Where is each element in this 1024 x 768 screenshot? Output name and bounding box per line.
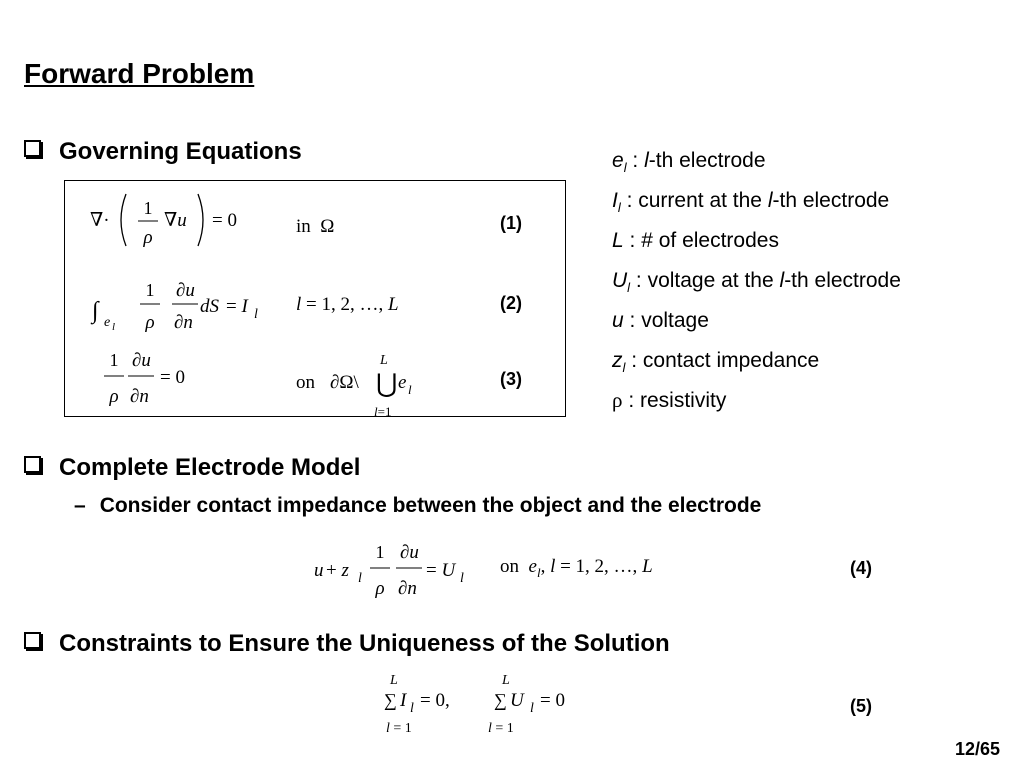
svg-text:l: l: [408, 382, 412, 397]
svg-text:∂n: ∂n: [130, 386, 149, 407]
legend-item: ρ : resistivity: [612, 388, 727, 412]
svg-text:l = 1: l = 1: [386, 721, 412, 736]
equation-5-formula: [380, 668, 590, 740]
bullet-governing: [24, 138, 302, 166]
legend-item: u : voltage: [612, 309, 709, 332]
svg-text:l=1: l=1: [374, 404, 392, 419]
legend-item: $e_l$ : l-th electrode: [612, 149, 766, 176]
dash-icon: –: [74, 494, 86, 517]
svg-text:l: l: [358, 571, 362, 586]
svg-text:∂n: ∂n: [174, 312, 193, 333]
svg-text:= U: = U: [426, 560, 456, 581]
svg-text:= 0: = 0: [212, 210, 237, 231]
equation-4-condition: on $e_l$, l = 1, 2, …, L: [500, 556, 653, 580]
svg-text:1: 1: [145, 280, 155, 300]
svg-text:u: u: [314, 560, 324, 581]
svg-text:∇·: ∇·: [90, 210, 110, 231]
svg-text:l: l: [460, 571, 464, 586]
svg-text:∂u: ∂u: [400, 542, 419, 563]
svg-text:U: U: [510, 690, 524, 711]
equation-1-formula: [88, 186, 258, 256]
legend-item: $z_l$ : contact impedance: [612, 349, 820, 376]
equation-3-number: (3): [500, 369, 522, 389]
svg-text:ρ: ρ: [145, 312, 155, 333]
svg-text:I: I: [400, 690, 407, 711]
svg-text:e: e: [398, 372, 407, 393]
equation-5-number: (5): [850, 696, 872, 716]
svg-text:l = 1: l = 1: [488, 721, 514, 736]
svg-text:ρ: ρ: [375, 578, 385, 599]
svg-text:L: L: [502, 673, 510, 688]
svg-text:∂u: ∂u: [132, 350, 151, 371]
bullet-cem: [24, 454, 360, 482]
svg-text:1: 1: [375, 542, 385, 562]
equation-4-formula: [312, 536, 482, 602]
svg-text:= 0: = 0: [540, 690, 565, 711]
equation-3-formula: [100, 346, 210, 412]
svg-text:L: L: [380, 353, 388, 368]
equation-2-condition: l = 1, 2, …, L: [296, 294, 399, 315]
svg-text:∂u: ∂u: [176, 280, 195, 301]
slide-title: Forward Problem: [24, 58, 255, 89]
svg-text:on: on: [296, 372, 315, 393]
svg-text:l: l: [530, 701, 534, 716]
svg-text:1: 1: [143, 198, 153, 218]
cem-subpoint-text: Consider contact impedance between the object and the electrode: [99, 494, 762, 517]
svg-text:∂n: ∂n: [398, 578, 417, 599]
svg-text:= I: = I: [226, 296, 248, 317]
equation-3-boundary: [294, 348, 434, 420]
svg-text:⋃: ⋃: [376, 369, 398, 398]
page-number: 12/65: [954, 739, 1000, 759]
svg-text:ρ: ρ: [109, 386, 119, 407]
svg-text:L: L: [390, 673, 398, 688]
equation-4-number: (4): [850, 558, 872, 578]
equation-2-formula: [88, 272, 268, 342]
svg-text:1: 1: [109, 350, 119, 370]
equation-2-number: (2): [500, 293, 522, 313]
svg-text:l: l: [112, 321, 116, 333]
svg-text:= 0,: = 0,: [420, 690, 450, 711]
checkbox-bullet-icon: [24, 632, 41, 649]
checkbox-bullet-icon: [24, 140, 41, 157]
cem-heading: Complete Electrode Model: [59, 454, 361, 481]
svg-text:∇u: ∇u: [164, 210, 187, 231]
legend-item: $U_l$ : voltage at the l-th electrode: [612, 269, 901, 296]
svg-text:l: l: [254, 307, 258, 322]
cem-subpoint: [74, 494, 761, 518]
legend-item: $I_l$ : current at the l-th electrode: [612, 189, 890, 216]
svg-text:ρ: ρ: [143, 227, 153, 248]
checkbox-bullet-icon: [24, 456, 41, 473]
svg-text:∑: ∑: [494, 690, 507, 710]
symbol-legend: [612, 150, 901, 430]
constraints-heading: Constraints to Ensure the Uniqueness of the Solution: [59, 630, 670, 657]
equation-1-domain: in Ω: [296, 216, 335, 237]
svg-text:= 0: = 0: [160, 367, 185, 388]
svg-text:∑: ∑: [384, 690, 397, 710]
bullet-constraints: [24, 630, 670, 658]
svg-text:+ z: + z: [326, 560, 349, 581]
svg-text:∫: ∫: [92, 298, 99, 324]
equation-1-number: (1): [500, 213, 522, 233]
svg-text:e: e: [104, 315, 111, 330]
svg-text:∂Ω\: ∂Ω\: [330, 372, 359, 393]
svg-text:l: l: [410, 701, 414, 716]
legend-item: L : # of electrodes: [612, 229, 779, 252]
svg-text:dS: dS: [200, 296, 219, 317]
governing-heading: Governing Equations: [59, 138, 302, 165]
